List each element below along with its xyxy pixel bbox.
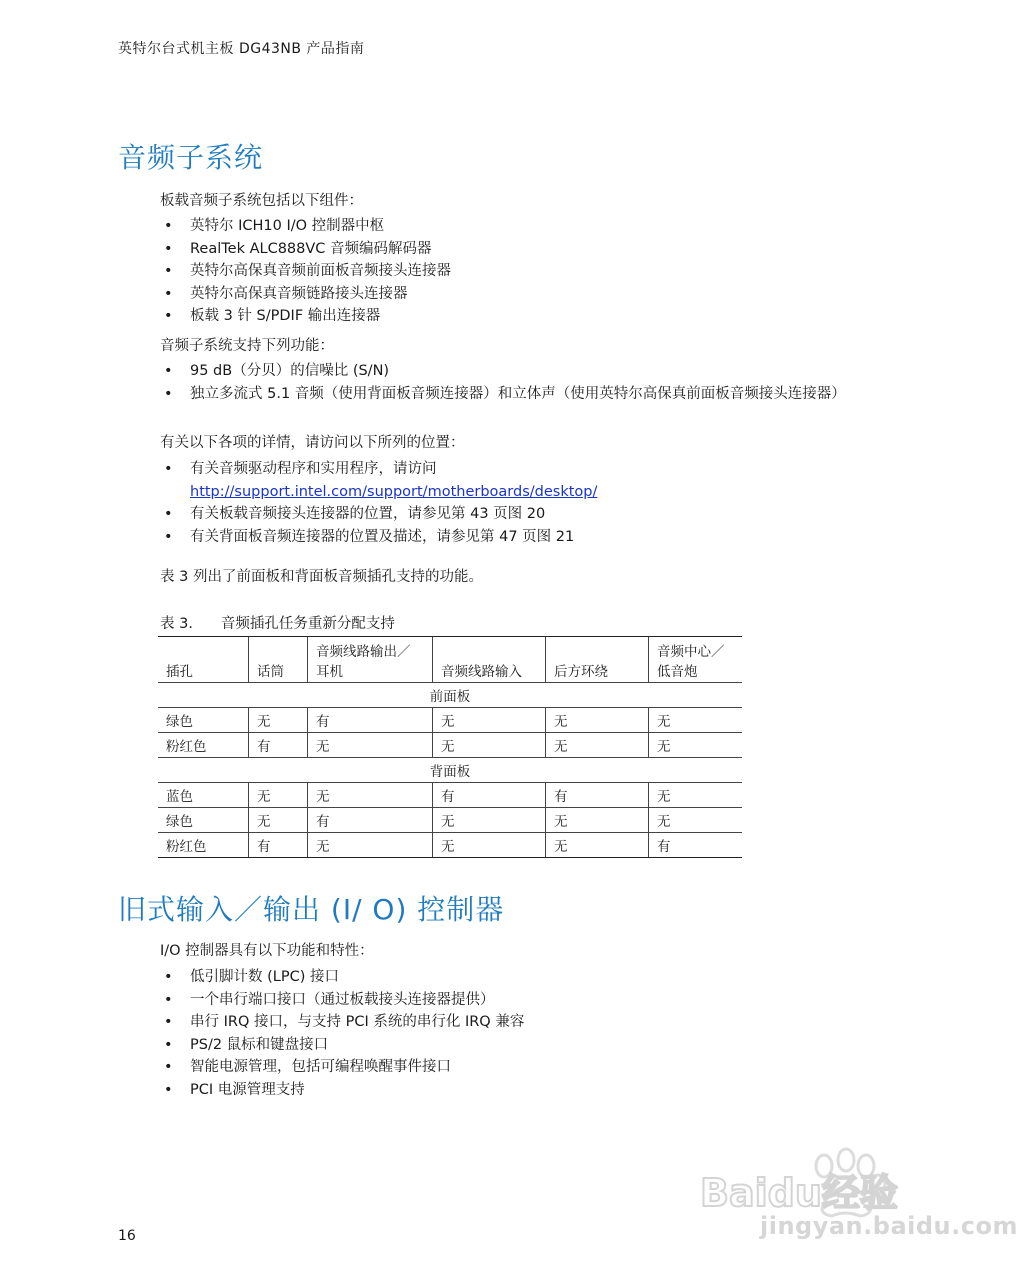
table-cell: 无 — [433, 808, 546, 833]
section-title-audio: 音频子系统 — [118, 141, 264, 174]
table-cell: 无 — [649, 808, 743, 833]
table-cell: 有 — [249, 833, 308, 858]
list-item: • PCI 电源管理支持 — [160, 1079, 524, 1102]
table-cell: 无 — [433, 833, 546, 858]
list-item: • PS/2 鼠标和键盘接口 — [160, 1034, 524, 1057]
table-header-cell: 插孔 — [158, 637, 249, 683]
table-cell: 蓝色 — [158, 783, 249, 808]
list-item: • 有关板载音频接头连接器的位置，请参见第 43 页图 20 — [160, 503, 840, 526]
table-cell: 有 — [649, 833, 743, 858]
table-header-cell: 音频线路输出／ 耳机 — [308, 637, 433, 683]
list-item: • 串行 IRQ 接口，与支持 PCI 系统的串行化 IRQ 兼容 — [160, 1011, 524, 1034]
table-cell: 无 — [249, 708, 308, 733]
svg-text:Baidu经验: Baidu经验 — [700, 1171, 898, 1215]
table-cell: 有 — [308, 808, 433, 833]
front-panel-label: 前面板 — [158, 683, 742, 708]
page-number: 16 — [118, 1228, 136, 1244]
io-features-list — [160, 966, 524, 1101]
table-cell: 无 — [308, 783, 433, 808]
table-header-cell: 后方环绕 — [546, 637, 649, 683]
table-cell: 绿色 — [158, 808, 249, 833]
audio-components-list — [160, 215, 451, 328]
table-header-cell: 音频中心／ 低音炮 — [649, 637, 743, 683]
table-header-cell: 音频线路输入 — [433, 637, 546, 683]
list-item: • 英特尔高保真音频链路接头连接器 — [160, 283, 451, 306]
list-item: • 板载 3 针 S/PDIF 输出连接器 — [160, 305, 451, 328]
table-cell: 无 — [649, 783, 743, 808]
table-cell: 绿色 — [158, 708, 249, 733]
table-cell: 有 — [249, 733, 308, 758]
table-header-cell: 话筒 — [249, 637, 308, 683]
details-intro: 有关以下各项的详情，请访问以下所列的位置： — [160, 435, 465, 451]
table-cell: 有 — [433, 783, 546, 808]
table-cell: 无 — [546, 733, 649, 758]
support-link[interactable]: http://support.intel.com/support/motherboards/desktop/ — [190, 483, 598, 500]
running-header: 英特尔台式机主板 DG43NB 产品指南 — [118, 41, 365, 57]
table-section-row — [158, 758, 742, 783]
list-item: • RealTek ALC888VC 音频编码解码器 — [160, 238, 451, 261]
list-item: • 95 dB（分贝）的信噪比 (S/N) — [160, 360, 840, 383]
table-row — [158, 708, 742, 733]
table-row — [158, 833, 742, 858]
list-item — [160, 458, 840, 503]
table-cell: 有 — [546, 783, 649, 808]
audio-jack-table — [158, 636, 742, 858]
table-cell: 无 — [249, 808, 308, 833]
table-row — [158, 733, 742, 758]
audio-intro: 板载音频子系统包括以下组件： — [160, 193, 363, 209]
table-intro: 表 3 列出了前面板和背面板音频插孔支持的功能。 — [160, 569, 483, 585]
table-cell: 无 — [649, 733, 743, 758]
watermark-url: jingyan.baidu.com — [760, 1212, 1018, 1240]
audio-features-list — [160, 360, 846, 405]
list-item: • 英特尔高保真音频前面板音频接头连接器 — [160, 260, 451, 283]
table-caption — [160, 612, 413, 633]
table-cell: 粉红色 — [158, 833, 249, 858]
list-item: • 英特尔 ICH10 I/O 控制器中枢 — [160, 215, 451, 238]
section-title-io: 旧式输入／输出 (I/ O) 控制器 — [118, 893, 505, 926]
details-list — [160, 458, 840, 548]
list-item: • 独立多流式 5.1 音频（使用背面板音频连接器）和立体声（使用英特尔高保真前面板音频接头连接器） — [160, 383, 840, 406]
io-intro: I/O 控制器具有以下功能和特性： — [160, 943, 374, 959]
table-cell: 无 — [249, 783, 308, 808]
table-cell: 无 — [308, 833, 433, 858]
list-item: • 有关背面板音频连接器的位置及描述，请参见第 47 页图 21 — [160, 526, 840, 549]
table-cell: 无 — [433, 708, 546, 733]
table-cell: 无 — [308, 733, 433, 758]
audio-features-intro: 音频子系统支持下列功能： — [160, 338, 334, 354]
table-cell: 无 — [433, 733, 546, 758]
table-cell: 无 — [649, 708, 743, 733]
table-cell: 有 — [308, 708, 433, 733]
table-caption-title: 音频插孔任务重新分配支持 — [220, 616, 395, 632]
table-header-row — [158, 637, 742, 683]
table-row — [158, 808, 742, 833]
table-caption-number: 表 3． — [160, 616, 203, 632]
list-item: • 智能电源管理，包括可编程唤醒事件接口 — [160, 1056, 524, 1079]
table-cell: 无 — [546, 708, 649, 733]
table-cell: 无 — [546, 833, 649, 858]
list-item: • 低引脚计数 (LPC) 接口 — [160, 966, 524, 989]
table-cell: 无 — [546, 808, 649, 833]
table-cell: 粉红色 — [158, 733, 249, 758]
driver-text: 有关音频驱动程序和实用程序，请访问 — [190, 461, 437, 477]
table-row — [158, 783, 742, 808]
back-panel-label: 背面板 — [158, 758, 742, 783]
table-section-row — [158, 683, 742, 708]
list-item: • 一个串行端口接口（通过板载接头连接器提供） — [160, 989, 524, 1012]
